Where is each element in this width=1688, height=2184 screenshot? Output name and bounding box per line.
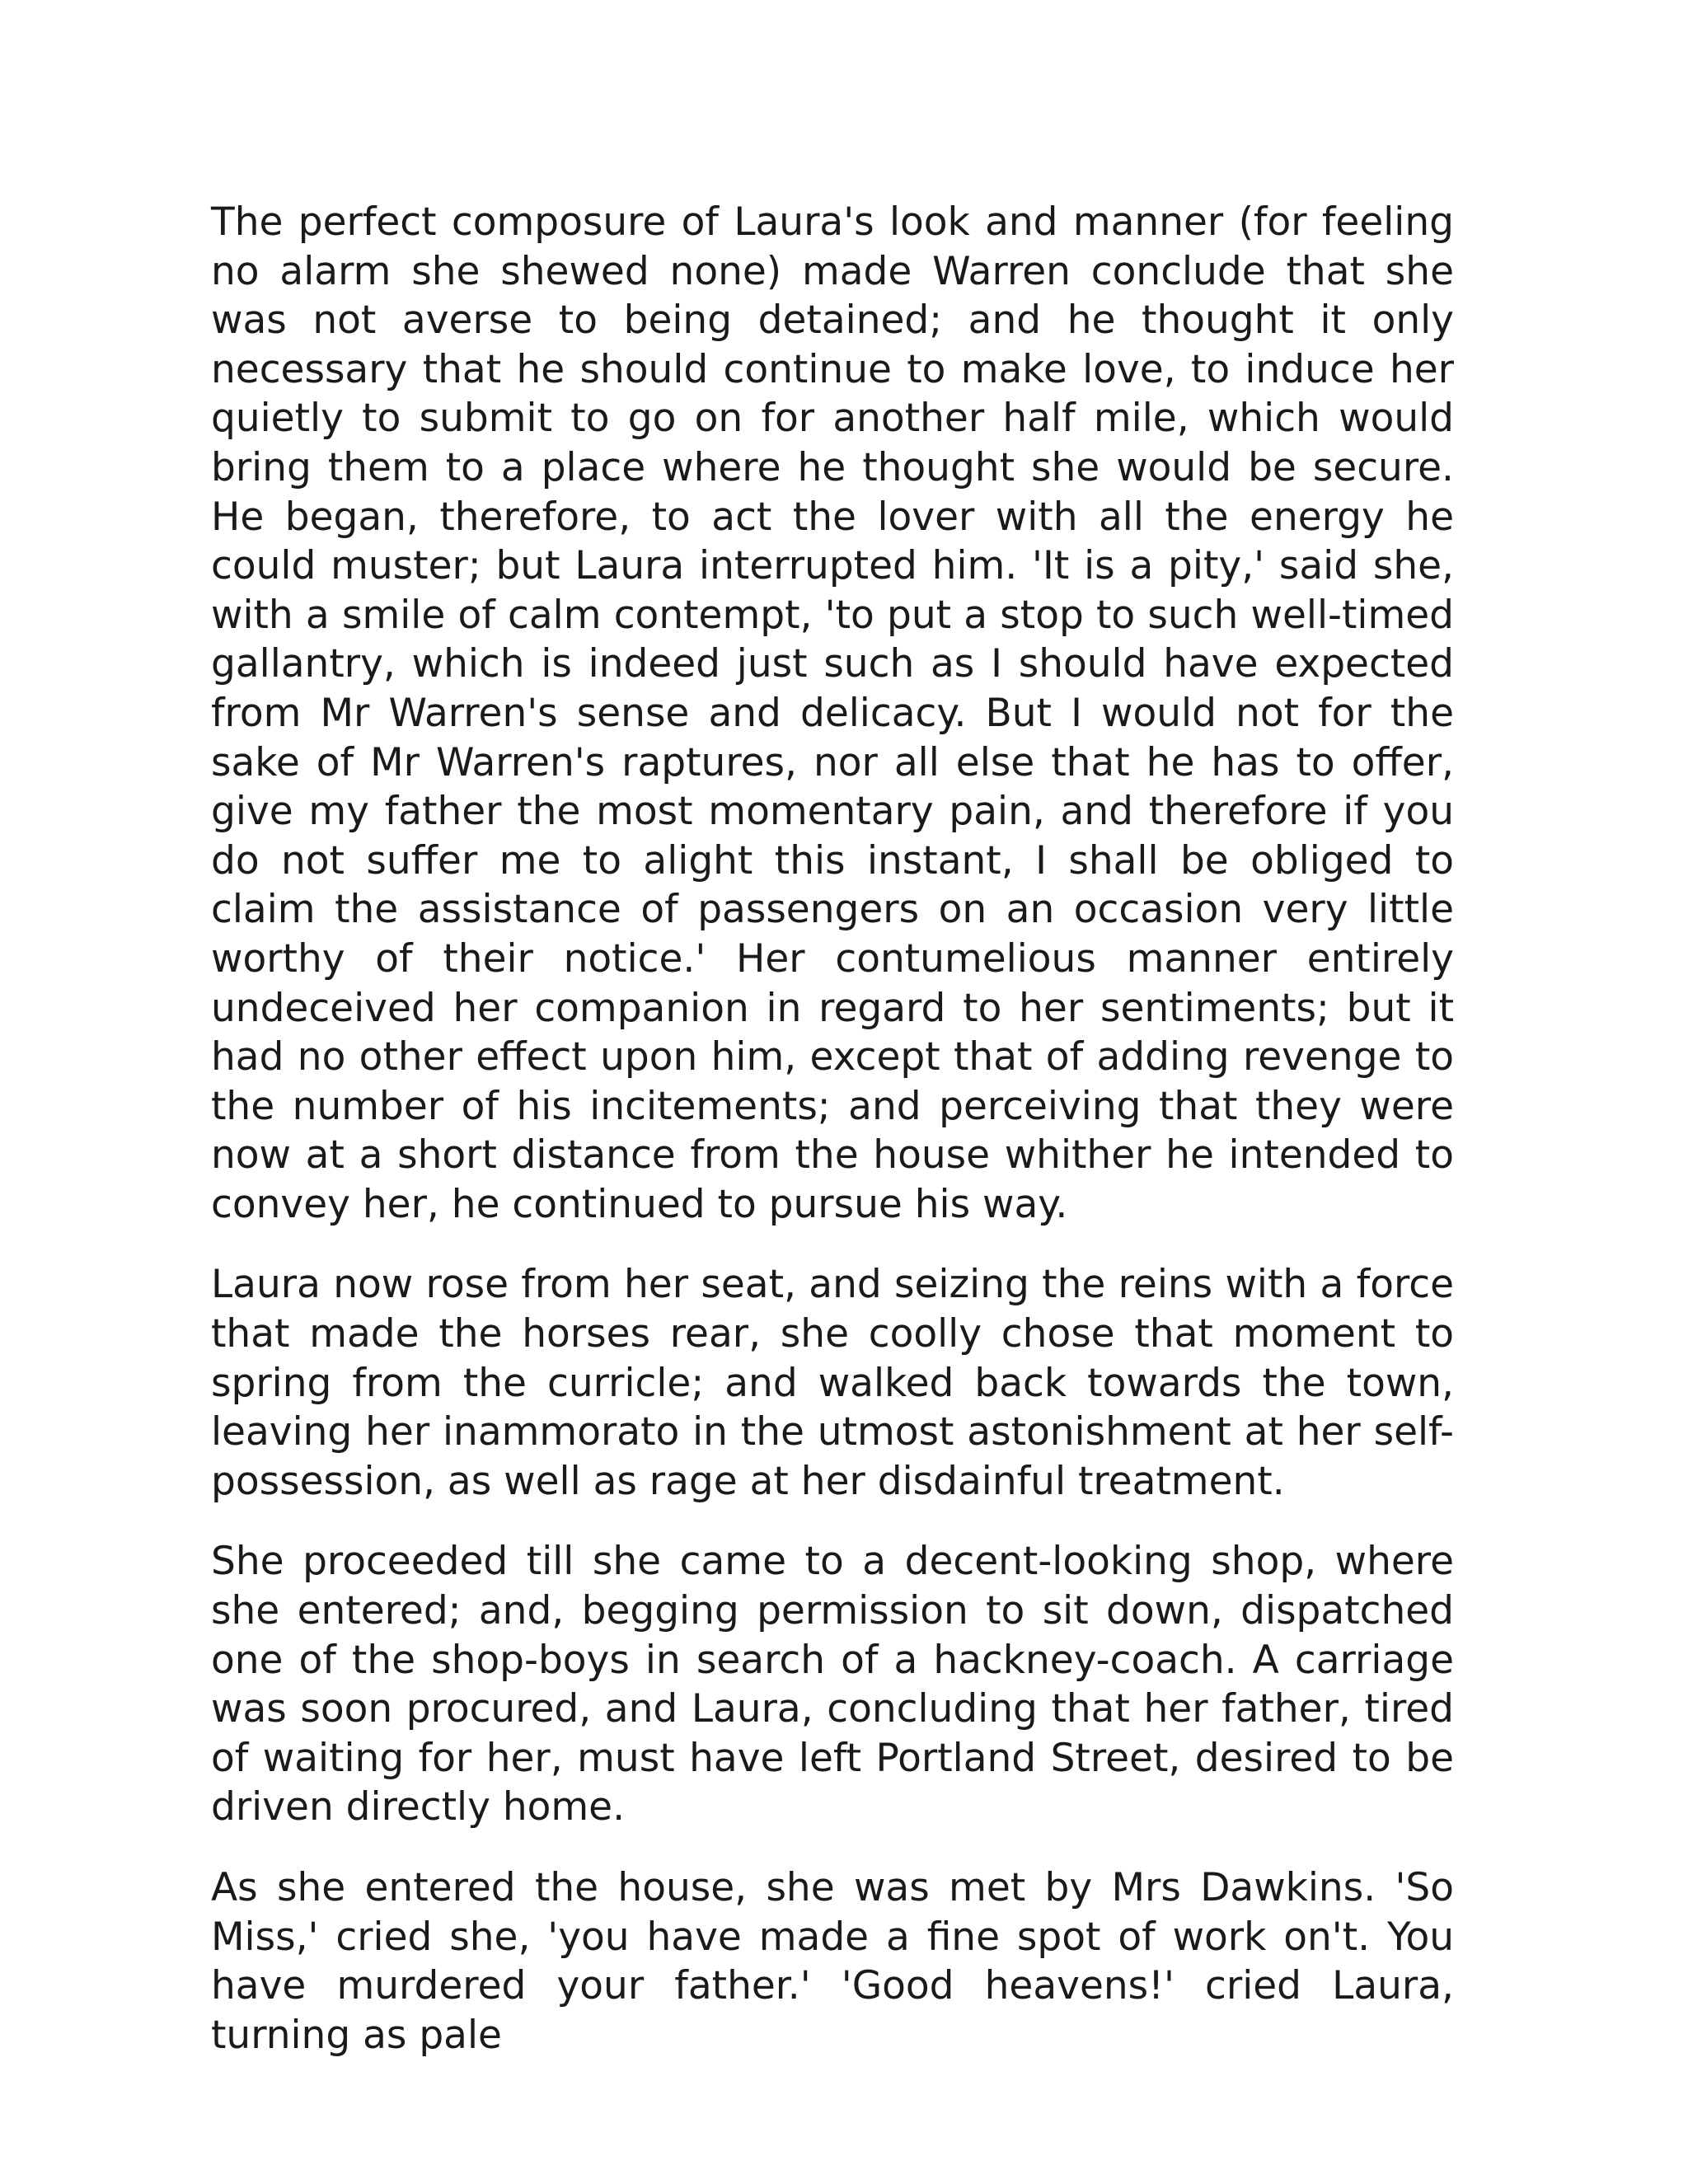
body-text	[211, 198, 1454, 2060]
paragraph-3: She proceeded till she came to a decent-looking shop, where she entered; and, begging permission to sit down, dispatched one of the shop-boys in search of a hackney-coach. A carriage was soon procured, and Laura, concluding that her father, tired of waiting for her, must have left Portland Street, desired to be driven directly home.	[211, 1539, 1454, 1830]
paragraph-4: As she entered the house, she was met by Mrs Dawkins. 'So Miss,' cried she, 'you have made a fine spot of work on't. You have murdered your father.' 'Good heavens!' cried Laura, turning as pale	[211, 1865, 1454, 2058]
paragraph-2: Laura now rose from her seat, and seizing the reins with a force that made the horses rear, she coolly chose that moment to spring from the curricle; and walked back towards the town, leaving her inammorato in the utmost astonishment at her self-possession, as well as rage at her disdainful treatment.	[211, 1262, 1454, 1504]
paragraph-1: The perfect composure of Laura's look and manner (for feeling no alarm she shewed none) made Warren conclude that she was not averse to being detained; and he thought it only necessary that he should continue to make love, to induce her quietly to submit to go on for another half mile, which would bring them to a place where he thought she would be secure. He began, therefore, to act the lover with all the energy he could muster; but Laura interrupted him. 'It is a pity,' said she, with a smile of calm contempt, 'to put a stop to such well-timed gallantry, which is indeed just such as I should have expected from Mr Warren's sense and delicacy. But I would not for the sake of Mr Warren's raptures, nor all else that he has to offer, give my father the most momentary pain, and therefore if you do not suffer me to alight this instant, I shall be obliged to claim the assistance of passengers on an occasion very little worthy of their notice.' Her contumelious manner entirely undeceived her companion in regard to her sentiments; but it had no other effect upon him, except that of adding revenge to the number of his incitements; and perceiving that they were now at a short distance from the house whither he intended to convey her, he continued to pursue his way.	[211, 199, 1454, 1227]
